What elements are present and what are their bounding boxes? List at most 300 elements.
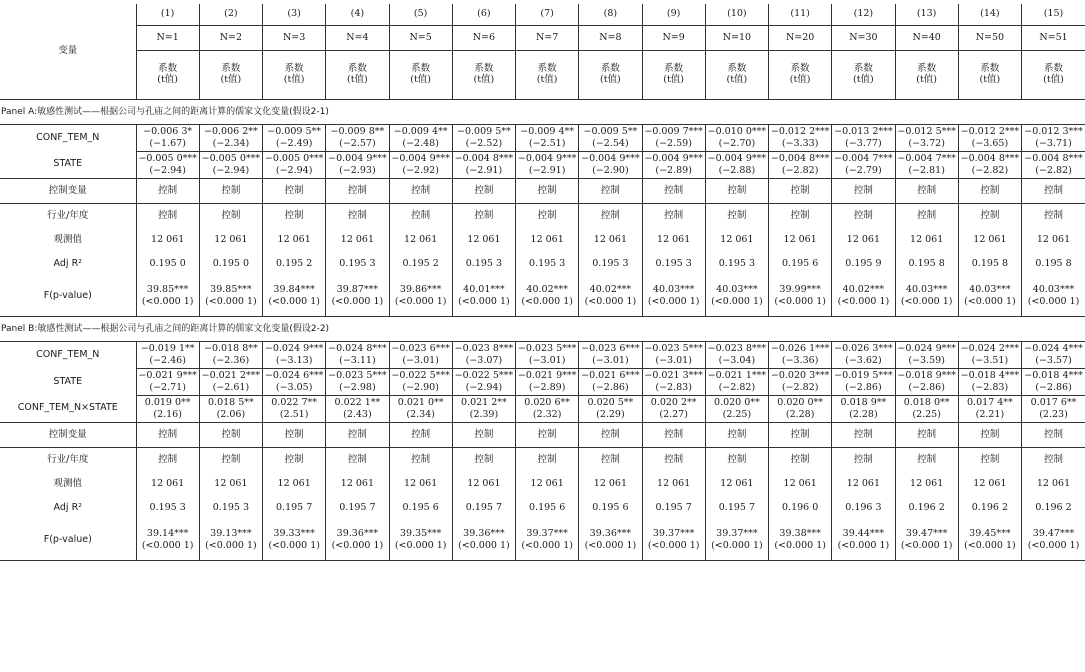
f-value: 39.85*** bbox=[146, 284, 189, 295]
row-label-cell bbox=[0, 472, 136, 496]
coef-value: 0.017 6** bbox=[1030, 397, 1077, 408]
coef-value: −0.010 0*** bbox=[707, 126, 767, 137]
column-n-value: N=20 bbox=[769, 26, 832, 51]
variable-label: CONF_TEM_N bbox=[36, 131, 100, 143]
value-cell: 0.195 2 bbox=[263, 252, 326, 276]
value-cell: 控制 bbox=[136, 448, 199, 473]
variable-row bbox=[0, 396, 1085, 423]
value-cell: 控制 bbox=[389, 423, 452, 448]
coef-value: −0.012 3*** bbox=[1024, 126, 1083, 137]
t-value: (−2.57) bbox=[339, 138, 376, 149]
coef-cell bbox=[579, 342, 642, 369]
coef-cell bbox=[769, 125, 832, 152]
value-cell: 12 061 bbox=[199, 228, 262, 252]
value-cell: 控制 bbox=[958, 423, 1021, 448]
value-cell: 12 061 bbox=[263, 472, 326, 496]
t-value: (−3.71) bbox=[1035, 138, 1072, 149]
f-cell bbox=[263, 520, 326, 561]
row-label-cell bbox=[0, 252, 136, 276]
f-value: 40.03*** bbox=[652, 284, 695, 295]
t-value: (−2.82) bbox=[971, 165, 1009, 176]
t-value: (−3.01) bbox=[592, 355, 629, 366]
coef-value: −0.004 9*** bbox=[328, 153, 387, 164]
value-cell: 0.195 7 bbox=[452, 496, 515, 520]
t-label: (t值) bbox=[789, 74, 811, 85]
value-cell: 控制 bbox=[769, 179, 832, 204]
value-cell: 控制 bbox=[958, 179, 1021, 204]
coef-value: −0.004 9*** bbox=[581, 153, 640, 164]
value-cell: 控制 bbox=[1022, 179, 1085, 204]
coef-value: −0.019 1** bbox=[140, 343, 195, 354]
value-cell: 控制 bbox=[326, 204, 389, 229]
coef-cell bbox=[895, 125, 958, 152]
coef-cell bbox=[136, 396, 199, 423]
coef-value: −0.004 8*** bbox=[1024, 153, 1083, 164]
value-cell: 0.196 2 bbox=[1022, 496, 1085, 520]
coef-label: 系数 bbox=[790, 63, 810, 75]
coef-cell bbox=[832, 342, 895, 369]
coef-value: −0.009 8** bbox=[330, 126, 385, 137]
coef-value: 0.020 0** bbox=[777, 397, 824, 408]
panel-b-title: Panel B:敏感性测试——根据公司与孔庙之间的距离计算的儒家文化变量(假设2-2) bbox=[0, 317, 1085, 342]
coef-cell bbox=[389, 125, 452, 152]
t-value: (−2.89) bbox=[528, 382, 566, 393]
value-cell: 12 061 bbox=[832, 472, 895, 496]
t-value: (−2.94) bbox=[212, 165, 250, 176]
value-cell: 0.196 0 bbox=[769, 496, 832, 520]
value-cell: 控制 bbox=[705, 179, 768, 204]
row-label-cell bbox=[0, 423, 136, 448]
coef-value: −0.018 8** bbox=[204, 343, 258, 354]
coef-cell bbox=[642, 396, 705, 423]
value-cell: 控制 bbox=[642, 204, 705, 229]
f-cell bbox=[389, 520, 452, 561]
t-value: (−3.77) bbox=[845, 138, 882, 149]
coef-value: −0.021 9*** bbox=[138, 370, 197, 381]
value-cell: 12 061 bbox=[579, 472, 642, 496]
value-cell: 控制 bbox=[389, 448, 452, 473]
t-label: (t值) bbox=[157, 74, 179, 85]
column-n-value: N=51 bbox=[1022, 26, 1085, 51]
variable-label: STATE bbox=[53, 158, 83, 170]
variable-label: CONF_TEM_N×STATE bbox=[17, 402, 118, 414]
coef-cell bbox=[579, 396, 642, 423]
p-value: (<0.000 1) bbox=[647, 540, 700, 551]
column-coef-header bbox=[136, 51, 199, 100]
adj-r2-row bbox=[0, 496, 1085, 520]
f-value: 39.33*** bbox=[273, 528, 315, 539]
row-label-cell bbox=[0, 448, 136, 473]
p-value: (<0.000 1) bbox=[774, 540, 826, 551]
p-value: (<0.000 1) bbox=[331, 296, 384, 307]
f-value: 39.37*** bbox=[652, 528, 695, 539]
coef-cell bbox=[516, 152, 579, 179]
column-n-value: N=2 bbox=[199, 26, 262, 51]
coef-value: 0.017 4** bbox=[967, 397, 1013, 408]
value-cell: 12 061 bbox=[705, 472, 768, 496]
value-cell: 控制 bbox=[642, 179, 705, 204]
coef-value: −0.023 5*** bbox=[517, 343, 577, 354]
coef-value: −0.004 9*** bbox=[707, 153, 767, 164]
t-value: (−2.91) bbox=[465, 165, 503, 176]
coef-value: −0.004 8*** bbox=[770, 153, 830, 164]
value-cell: 12 061 bbox=[642, 228, 705, 252]
variable-label-cell bbox=[0, 342, 136, 369]
coef-value: −0.018 9*** bbox=[897, 370, 956, 381]
coef-value: −0.004 8*** bbox=[454, 153, 514, 164]
coef-cell bbox=[389, 342, 452, 369]
value-cell: 0.195 2 bbox=[389, 252, 452, 276]
column-n-value: N=6 bbox=[452, 26, 515, 51]
f-value: 39.37*** bbox=[716, 528, 758, 539]
column-coef-header bbox=[579, 51, 642, 100]
t-label: (t值) bbox=[283, 74, 305, 85]
value-cell: 0.195 7 bbox=[642, 496, 705, 520]
row-label-cell bbox=[0, 496, 136, 520]
industry-year-row bbox=[0, 448, 1085, 473]
value-cell: 控制 bbox=[769, 423, 832, 448]
coef-label: 系数 bbox=[980, 63, 1000, 75]
column-coef-header bbox=[326, 51, 389, 100]
t-value: (2.29) bbox=[596, 409, 625, 420]
coef-cell bbox=[452, 125, 515, 152]
f-value: 39.47*** bbox=[905, 528, 948, 539]
t-value: (−3.33) bbox=[781, 138, 819, 149]
f-value: 39.84*** bbox=[273, 284, 315, 295]
p-value: (<0.000 1) bbox=[458, 540, 510, 551]
coef-cell bbox=[389, 152, 452, 179]
t-value: (−2.86) bbox=[592, 382, 629, 393]
coef-value: −0.009 4** bbox=[520, 126, 575, 137]
value-cell: 12 061 bbox=[389, 228, 452, 252]
column-coef-header bbox=[263, 51, 326, 100]
column-coef-header bbox=[642, 51, 705, 100]
coef-value: −0.024 4*** bbox=[1024, 343, 1083, 354]
value-cell: 12 061 bbox=[769, 228, 832, 252]
f-cell bbox=[705, 520, 768, 561]
f-value: 39.87*** bbox=[336, 284, 379, 295]
t-value: (2.06) bbox=[216, 409, 246, 420]
coef-value: −0.023 5*** bbox=[328, 370, 387, 381]
p-value: (<0.000 1) bbox=[521, 296, 573, 307]
value-cell: 12 061 bbox=[1022, 472, 1085, 496]
coef-cell bbox=[263, 396, 326, 423]
p-value: (<0.000 1) bbox=[711, 296, 763, 307]
coef-value: −0.009 7*** bbox=[644, 126, 703, 137]
row-label: 控制变量 bbox=[48, 428, 87, 440]
column-number: (15) bbox=[1022, 4, 1085, 26]
coef-cell bbox=[326, 369, 389, 396]
t-value: (−3.62) bbox=[845, 355, 882, 366]
t-value: (−2.48) bbox=[402, 138, 439, 149]
coef-cell bbox=[263, 369, 326, 396]
coef-cell bbox=[895, 396, 958, 423]
coef-label: 系数 bbox=[158, 63, 178, 75]
p-value: (<0.000 1) bbox=[458, 296, 510, 307]
t-label: (t值) bbox=[220, 74, 242, 85]
coef-value: −0.013 2*** bbox=[834, 126, 893, 137]
t-value: (2.21) bbox=[975, 409, 1005, 420]
coef-value: −0.018 4*** bbox=[1024, 370, 1083, 381]
t-label: (t值) bbox=[853, 74, 874, 85]
row-label: 观测值 bbox=[53, 477, 83, 489]
coef-cell bbox=[832, 369, 895, 396]
coef-label: 系数 bbox=[853, 63, 873, 75]
coef-cell bbox=[958, 369, 1021, 396]
value-cell: 12 061 bbox=[895, 472, 958, 496]
p-value: (<0.000 1) bbox=[394, 296, 447, 307]
value-cell: 0.195 6 bbox=[579, 496, 642, 520]
coef-value: −0.021 6*** bbox=[581, 370, 640, 381]
value-cell: 控制 bbox=[136, 179, 199, 204]
variable-row bbox=[0, 369, 1085, 396]
p-value: (<0.000 1) bbox=[964, 540, 1016, 551]
coef-value: −0.021 3*** bbox=[644, 370, 703, 381]
f-value: 39.45*** bbox=[969, 528, 1011, 539]
t-value: (−2.82) bbox=[781, 165, 819, 176]
coef-value: −0.005 0*** bbox=[138, 153, 197, 164]
p-value: (<0.000 1) bbox=[141, 296, 194, 307]
t-value: (−2.46) bbox=[149, 355, 186, 366]
f-cell bbox=[642, 520, 705, 561]
coef-value: −0.026 1*** bbox=[770, 343, 830, 354]
t-value: (−3.04) bbox=[718, 355, 756, 366]
t-value: (−3.01) bbox=[655, 355, 692, 366]
value-cell: 控制 bbox=[389, 204, 452, 229]
column-number: (12) bbox=[832, 4, 895, 26]
column-number: (5) bbox=[389, 4, 452, 26]
value-cell: 12 061 bbox=[136, 472, 199, 496]
coef-label: 系数 bbox=[917, 63, 937, 75]
p-value: (<0.000 1) bbox=[521, 540, 573, 551]
column-n-value: N=30 bbox=[832, 26, 895, 51]
f-value: 40.01*** bbox=[463, 284, 505, 295]
coef-cell bbox=[832, 125, 895, 152]
coef-value: −0.012 5*** bbox=[897, 126, 956, 137]
t-value: (−3.36) bbox=[781, 355, 819, 366]
coef-cell bbox=[579, 152, 642, 179]
t-label: (t值) bbox=[536, 74, 558, 85]
variable-label: CONF_TEM_N bbox=[36, 348, 100, 360]
value-cell: 0.195 3 bbox=[136, 496, 199, 520]
value-cell: 控制 bbox=[895, 204, 958, 229]
f-value: 40.02*** bbox=[589, 284, 632, 295]
column-coef-header bbox=[958, 51, 1021, 100]
row-label: 控制变量 bbox=[48, 184, 87, 196]
panel_a-title-row bbox=[0, 100, 1085, 125]
coef-value: −0.004 7*** bbox=[834, 153, 893, 164]
f-statistic-row bbox=[0, 520, 1085, 561]
t-value: (−2.34) bbox=[212, 138, 250, 149]
coef-value: −0.022 5*** bbox=[454, 370, 514, 381]
value-cell: 控制 bbox=[389, 179, 452, 204]
value-cell: 12 061 bbox=[199, 472, 262, 496]
coef-cell bbox=[199, 342, 262, 369]
t-label: (t值) bbox=[916, 74, 938, 85]
coef-cell bbox=[958, 125, 1021, 152]
coef-cell bbox=[136, 152, 199, 179]
column-coef-header bbox=[389, 51, 452, 100]
value-cell: 控制 bbox=[199, 204, 262, 229]
f-cell bbox=[326, 276, 389, 317]
t-value: (−2.89) bbox=[655, 165, 692, 176]
f-cell bbox=[895, 276, 958, 317]
coef-cell bbox=[832, 396, 895, 423]
value-cell: 控制 bbox=[516, 423, 579, 448]
value-cell: 0.196 3 bbox=[832, 496, 895, 520]
t-label: (t值) bbox=[979, 74, 1001, 85]
coef-label: 系数 bbox=[347, 63, 367, 75]
f-cell bbox=[958, 520, 1021, 561]
f-cell bbox=[136, 276, 199, 317]
coef-cell bbox=[1022, 125, 1085, 152]
t-value: (−2.86) bbox=[845, 382, 882, 393]
value-cell: 12 061 bbox=[705, 228, 768, 252]
coef-value: 0.022 1** bbox=[334, 397, 381, 408]
p-value: (<0.000 1) bbox=[141, 540, 194, 551]
t-value: (−2.86) bbox=[908, 382, 945, 393]
coef-cell bbox=[136, 369, 199, 396]
t-label: (t值) bbox=[1043, 74, 1064, 85]
t-value: (−2.83) bbox=[971, 382, 1009, 393]
f-value: 39.35*** bbox=[399, 528, 442, 539]
header-row-n-values bbox=[0, 26, 1085, 51]
t-label: (t值) bbox=[600, 74, 621, 85]
coef-label: 系数 bbox=[537, 63, 557, 75]
coef-value: −0.009 5** bbox=[583, 126, 638, 137]
row-label: F(p-value) bbox=[43, 289, 92, 301]
value-cell: 控制 bbox=[452, 423, 515, 448]
f-value: 39.44*** bbox=[842, 528, 885, 539]
t-value: (−2.71) bbox=[149, 382, 186, 393]
column-n-value: N=5 bbox=[389, 26, 452, 51]
t-label: (t值) bbox=[726, 74, 748, 85]
f-cell bbox=[642, 276, 705, 317]
coef-cell bbox=[199, 369, 262, 396]
value-cell: 12 061 bbox=[516, 472, 579, 496]
t-label: (t值) bbox=[663, 74, 685, 85]
coef-value: −0.006 2** bbox=[204, 126, 258, 137]
t-value: (−2.94) bbox=[149, 165, 186, 176]
p-value: (<0.000 1) bbox=[900, 540, 953, 551]
coef-cell bbox=[452, 369, 515, 396]
f-cell bbox=[452, 520, 515, 561]
value-cell: 0.195 7 bbox=[326, 496, 389, 520]
t-value: (−2.82) bbox=[718, 382, 756, 393]
t-value: (−2.90) bbox=[592, 165, 629, 176]
coef-cell bbox=[199, 396, 262, 423]
t-value: (−2.92) bbox=[402, 165, 439, 176]
t-label: (t值) bbox=[410, 74, 432, 85]
coef-cell bbox=[579, 369, 642, 396]
coef-cell bbox=[642, 342, 705, 369]
f-value: 40.03*** bbox=[716, 284, 758, 295]
coef-value: 0.020 2** bbox=[650, 397, 697, 408]
variable-header bbox=[0, 4, 136, 100]
column-coef-header bbox=[1022, 51, 1085, 100]
coef-value: −0.005 0*** bbox=[201, 153, 261, 164]
row-label: F(p-value) bbox=[43, 533, 92, 545]
value-cell: 控制 bbox=[452, 448, 515, 473]
coef-cell bbox=[705, 369, 768, 396]
value-cell: 12 061 bbox=[516, 228, 579, 252]
coef-label: 系数 bbox=[1044, 63, 1064, 75]
coef-cell bbox=[895, 152, 958, 179]
value-cell: 控制 bbox=[199, 423, 262, 448]
value-cell: 控制 bbox=[199, 179, 262, 204]
t-value: (−2.49) bbox=[275, 138, 313, 149]
value-cell: 12 061 bbox=[642, 472, 705, 496]
f-value: 39.38*** bbox=[779, 528, 821, 539]
coef-value: −0.023 5*** bbox=[644, 343, 703, 354]
coef-cell bbox=[705, 396, 768, 423]
coef-cell bbox=[958, 342, 1021, 369]
column-n-value: N=4 bbox=[326, 26, 389, 51]
column-n-value: N=9 bbox=[642, 26, 705, 51]
p-value: (<0.000 1) bbox=[268, 540, 320, 551]
p-value: (<0.000 1) bbox=[205, 540, 257, 551]
value-cell: 12 061 bbox=[263, 228, 326, 252]
value-cell: 控制 bbox=[516, 204, 579, 229]
t-label: (t值) bbox=[347, 74, 368, 85]
t-value: (−2.52) bbox=[465, 138, 503, 149]
f-cell bbox=[832, 520, 895, 561]
value-cell: 12 061 bbox=[895, 228, 958, 252]
t-value: (−2.83) bbox=[655, 382, 692, 393]
variable-row bbox=[0, 125, 1085, 152]
column-coef-header bbox=[705, 51, 768, 100]
t-value: (−3.65) bbox=[971, 138, 1009, 149]
t-value: (−3.72) bbox=[908, 138, 945, 149]
f-cell bbox=[579, 276, 642, 317]
value-cell: 12 061 bbox=[832, 228, 895, 252]
t-value: (2.51) bbox=[279, 409, 309, 420]
header-row-coef-labels bbox=[0, 51, 1085, 100]
value-cell: 控制 bbox=[579, 448, 642, 473]
value-cell: 12 061 bbox=[958, 228, 1021, 252]
coef-value: −0.004 9*** bbox=[644, 153, 703, 164]
coef-value: −0.023 8*** bbox=[707, 343, 767, 354]
t-value: (−3.01) bbox=[402, 355, 439, 366]
t-value: (−2.79) bbox=[845, 165, 882, 176]
value-cell: 控制 bbox=[642, 423, 705, 448]
coef-cell bbox=[958, 152, 1021, 179]
coef-value: 0.018 9** bbox=[840, 397, 887, 408]
coef-value: −0.020 3*** bbox=[770, 370, 830, 381]
coef-label: 系数 bbox=[664, 63, 684, 75]
value-cell: 控制 bbox=[705, 204, 768, 229]
column-number: (3) bbox=[263, 4, 326, 26]
value-cell: 控制 bbox=[1022, 448, 1085, 473]
coef-cell bbox=[895, 342, 958, 369]
f-value: 39.36*** bbox=[336, 528, 379, 539]
column-n-value: N=3 bbox=[263, 26, 326, 51]
row-label: 观测值 bbox=[53, 233, 83, 245]
t-value: (2.25) bbox=[722, 409, 752, 420]
column-n-value: N=7 bbox=[516, 26, 579, 51]
coef-value: −0.009 4** bbox=[393, 126, 448, 137]
t-value: (2.23) bbox=[1039, 409, 1068, 420]
f-value: 39.14*** bbox=[146, 528, 189, 539]
column-number: (11) bbox=[769, 4, 832, 26]
t-label: (t值) bbox=[473, 74, 495, 85]
coef-value: 0.021 2** bbox=[461, 397, 507, 408]
coef-cell bbox=[516, 342, 579, 369]
coef-cell bbox=[452, 152, 515, 179]
value-cell: 控制 bbox=[958, 448, 1021, 473]
t-value: (−2.91) bbox=[528, 165, 566, 176]
t-value: (−3.05) bbox=[275, 382, 313, 393]
